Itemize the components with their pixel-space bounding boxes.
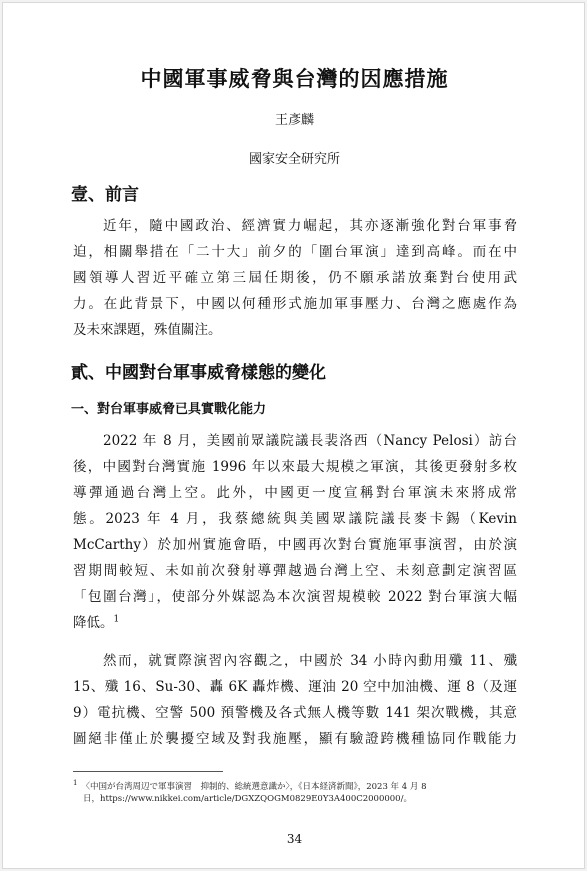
paragraph-line-text: 降低。 xyxy=(73,615,114,631)
paragraph-line: 習期間較短、未如前次發射導彈越過台灣上空、未刻意劃定演習區 xyxy=(73,563,517,579)
paragraph-line: 迫，相關舉措在「二十大」前夕的「圍台軍演」達到高峰。而在中 xyxy=(73,244,517,260)
paragraph-line: 「包圍台灣」，使部分外媒認為本次演習規模較 2022 對台軍演大幅 xyxy=(73,589,517,605)
paragraph-line: McCarthy）於加州實施會晤，中國再次對台實施軍事演習，由於演 xyxy=(73,537,517,553)
paragraph-line: 後，中國對台灣實施 1996 年以來最大規模之軍演，其後更發射多枚 xyxy=(73,459,517,475)
footnote-mark: 1 xyxy=(73,779,78,787)
paragraph-line: 導彈通過台灣上空。此外，中國更一度宣稱對台軍演未來將成常 xyxy=(73,485,517,501)
page-number: 34 xyxy=(286,832,303,846)
threat-paragraph-2 xyxy=(73,648,517,752)
paragraph-line: 2022 年 8 月，美國前眾議院議長裴洛西（Nancy Pelosi）訪台 xyxy=(103,433,517,449)
paragraph-line: 9）電抗機、空警 500 預警機及各式無人機等數 141 架次戰機，其意 xyxy=(73,705,517,721)
paragraph-line: 國領導人習近平確立第三屆任期後，仍不願承諾放棄對台使用武 xyxy=(73,270,517,286)
document-title: 中國軍事威脅與台灣的因應措施 xyxy=(140,66,449,91)
footnote-line xyxy=(73,775,517,791)
footnote-line[interactable] xyxy=(73,791,517,807)
preface-paragraph xyxy=(73,213,517,343)
section-heading-threat: 貳、中國對台軍事威脅樣態的變化 xyxy=(71,363,326,383)
paragraph-line: 圖絕非僅止於襲擾空域及對我施壓，顯有驗證跨機種協同作戰能力 xyxy=(73,731,517,747)
paragraph-line: 及未來課題，殊值關注。 xyxy=(73,322,222,338)
footnote-separator xyxy=(73,771,223,772)
paragraph-line: 力。在此背景下，中國以何種形式施加軍事壓力、台灣之應處作為 xyxy=(73,296,517,312)
paragraph-line xyxy=(73,610,517,636)
footnote-text: 〈中国が台湾周辺で軍事演習 抑制的、総統選意識か〉，《日本経済新聞》，2023 年 4 月 8 xyxy=(81,781,427,791)
author-affiliation: 國家安全研究所 xyxy=(248,152,340,167)
section-heading-preface: 壹、前言 xyxy=(71,185,139,205)
paragraph-line: 近年，隨中國政治、經濟實力崛起，其亦逐漸強化對台軍事脅 xyxy=(103,218,517,234)
threat-paragraph-1 xyxy=(73,428,517,636)
footnote xyxy=(73,775,517,807)
paragraph-line: 態。2023 年 4 月，我蔡總統與美國眾議院議長麥卡錫（Kevin xyxy=(73,511,517,527)
paragraph-line: 15、殲 16、Su-30、轟 6K 轟炸機、運油 20 空中加油機、運 8（及運 xyxy=(73,679,517,695)
document-page xyxy=(2,2,585,869)
footnote-url-text[interactable]: 日，https://www.nikkei.com/article/DGXZQOGM0829E0Y3A400C2000000/。 xyxy=(83,794,412,804)
author-name: 王彥麟 xyxy=(274,113,314,128)
paragraph-line: 然而，就實際演習內容觀之，中國於 34 小時內動用殲 11、殲 xyxy=(103,653,517,669)
footnote-reference[interactable]: 1 xyxy=(113,614,120,625)
subsection-heading: 一、對台軍事威脅已具實戰化能力 xyxy=(71,402,267,417)
